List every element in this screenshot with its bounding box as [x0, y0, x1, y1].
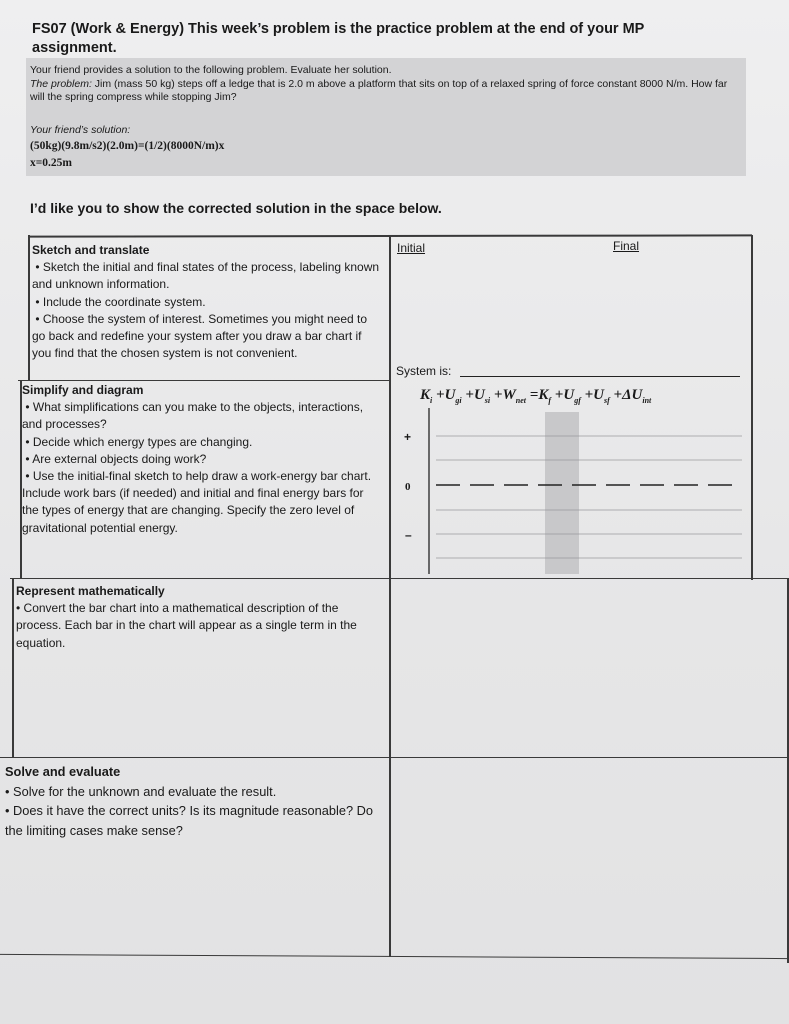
eq-term-work-net: $W_{net}$ [502, 387, 527, 405]
friend-solution-equation: (50kg)(9.8m/s2)(2.0m)=(1/2)(8000N/m)x [30, 140, 225, 152]
system-label: System is: [396, 364, 452, 378]
solve-bullet: • Solve for the unknown and evaluate the result. [5, 783, 277, 799]
simplify-diagram-cell [22, 382, 382, 537]
work-energy-bar-chart[interactable] [426, 408, 744, 574]
solve-heading: Solve and evaluate [5, 764, 121, 779]
grid-row2-divider [10, 578, 787, 579]
instruction-text: I’d like you to show the corrected solution in the space below. [30, 200, 442, 216]
sketch-bullet: • Choose the system of interest. Sometimes you might need to go back and redefine your system after you draw a bar chart if you find that the chosen system is not convenient. [32, 311, 368, 361]
worksheet-title: FS07 (Work & Energy) This week’s problem is the practice problem at the end of your MP assignment. [32, 21, 645, 56]
represent-heading: Represent mathematically [16, 584, 165, 598]
grid-row1-divider [18, 380, 390, 381]
sketch-bullet: • Sketch the initial and final states of the process, labeling known and unknown information. [32, 260, 380, 292]
grid-left-border-upper [28, 235, 30, 380]
grid-right-border [751, 235, 753, 580]
eq-op: + [584, 387, 594, 403]
final-state-label: Final [613, 239, 640, 253]
eq-op: + [493, 387, 503, 403]
eq-op: + [613, 387, 623, 403]
sketch-translate-cell [32, 242, 382, 362]
friend-solution-result: x=0.25m [30, 157, 73, 169]
system-answer-line[interactable] [460, 376, 740, 377]
eq-op: = [529, 387, 539, 403]
problem-intro: Your friend provides a solution to the following problem. Evaluate her solution. [30, 64, 392, 76]
eq-term-delta-u-int: $\Delta U_{int}$ [622, 387, 652, 405]
simplify-bullet: • Are external objects doing work? [22, 451, 207, 466]
eq-term-ug-final: $U_{gf}$ [563, 387, 581, 405]
problem-statement-label: The problem: [30, 78, 92, 90]
eq-op: + [436, 387, 445, 403]
sketch-bullet: • Include the coordinate system. [32, 294, 206, 309]
initial-state-label: Initial [397, 241, 426, 255]
bar-chart-plus-label: + [404, 430, 412, 444]
problem-statement [30, 78, 742, 104]
grid-bottom-border [0, 954, 789, 959]
grid-row3-divider [0, 757, 789, 758]
problem-statement-text: Jim (mass 50 kg) steps off a ledge that is 2.0 m above a platform that sits on top of a relaxed spring of force constant 8000 N/m. How far will the spring compress while stopping Jim? [30, 78, 728, 103]
simplify-bullet: • What simplifications can you make to the objects, interactions, and processes? [22, 400, 364, 432]
eq-term-us-final: $U_{sf}$ [593, 387, 610, 405]
bar-chart-zero-label: 0 [405, 481, 411, 493]
problem-box [26, 58, 746, 176]
eq-term-ug-initial: $U_{gi}$ [444, 387, 462, 405]
simplify-heading: Simplify and diagram [22, 383, 144, 397]
represent-math-cell [16, 583, 376, 652]
eq-term-k-initial: $K_i$ [420, 387, 433, 405]
represent-bullet: • Convert the bar chart into a mathematical description of the process. Each bar in the chart will appear as a single term in the equation. [16, 601, 357, 650]
eq-op: + [554, 387, 564, 403]
bar-chart-minus-label: – [405, 528, 412, 542]
friend-solution-label: Your friend’s solution: [30, 124, 131, 136]
solve-evaluate-cell [5, 762, 385, 840]
work-energy-equation [420, 387, 651, 405]
grid-right-border-lower [787, 578, 789, 963]
solve-bullet: • Does it have the correct units? Is its magnitude reasonable? Do the limiting cases make sense? [5, 803, 373, 838]
simplify-bullet: • Use the initial-final sketch to help draw a work-energy bar chart. Include work bars (if needed) and initial and final energy bars for the types of energy that are changing. Specify the zero level of gravitational potential energy. [22, 469, 372, 535]
simplify-bullet: • Decide which energy types are changing. [22, 434, 253, 449]
eq-term-k-final: $K_f$ [538, 387, 552, 405]
grid-center-divider [389, 235, 391, 957]
grid-left-border-lower [12, 578, 14, 758]
eq-op: + [465, 387, 474, 403]
sketch-heading: Sketch and translate [32, 243, 150, 257]
eq-term-us-initial: $U_{si}$ [473, 387, 491, 405]
